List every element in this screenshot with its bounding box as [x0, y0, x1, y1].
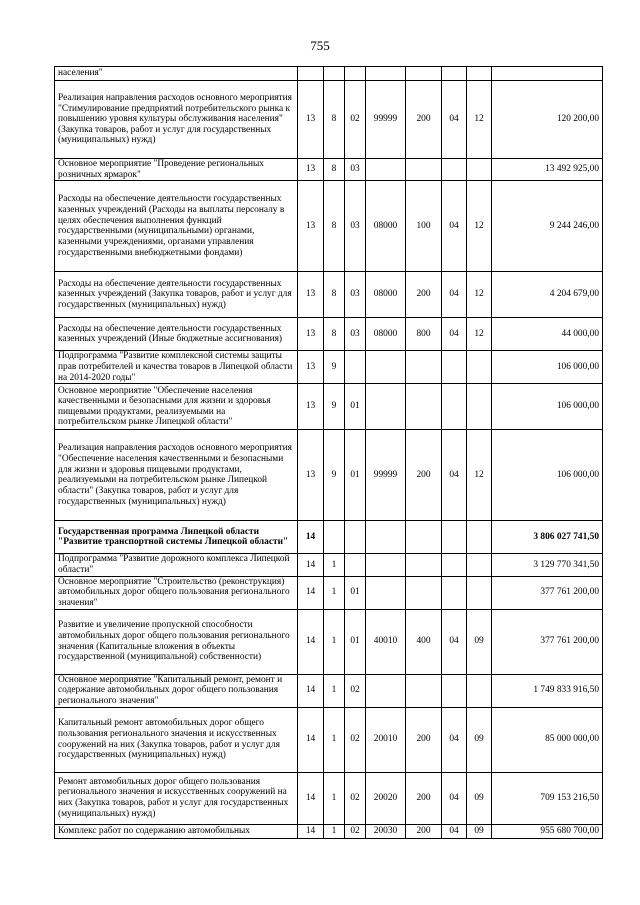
program-code — [298, 67, 324, 81]
table-row — [55, 181, 603, 272]
table-row — [55, 674, 603, 707]
program-code: 14 — [298, 824, 324, 838]
activity-code — [345, 351, 366, 384]
budget-table — [54, 66, 603, 839]
direction-code — [366, 521, 406, 554]
program-code: 14 — [298, 521, 324, 554]
expense-type-code: 200 — [406, 824, 442, 838]
direction-code: 20030 — [366, 824, 406, 838]
row-description: Комплекс работ по содержанию автомобильных — [55, 824, 298, 838]
subsection-code: 12 — [467, 272, 492, 318]
activity-code: 03 — [345, 181, 366, 272]
table-row — [55, 384, 603, 430]
section-code: 04 — [442, 772, 467, 824]
direction-code — [366, 351, 406, 384]
section-code: 04 — [442, 272, 467, 318]
row-description: Расходы на обеспечение деятельности государственных казенных учреждений (Закупка товаров, работ и услуг для государственных (муниципальных) нужд) — [55, 272, 298, 318]
activity-code: 01 — [345, 609, 366, 674]
program-code: 14 — [298, 609, 324, 674]
expense-type-code — [406, 384, 442, 430]
subsection-code — [467, 67, 492, 81]
amount-cell: 106 000,00 — [492, 351, 603, 384]
activity-code: 02 — [345, 674, 366, 707]
amount-cell: 44 000,00 — [492, 318, 603, 351]
table-row — [55, 351, 603, 384]
activity-code — [345, 67, 366, 81]
program-code: 14 — [298, 554, 324, 576]
table-row — [55, 707, 603, 772]
table-row — [55, 824, 603, 838]
table-row — [55, 272, 603, 318]
subsection-code: 12 — [467, 81, 492, 159]
row-description: Основное мероприятие "Проведение региональных розничных ярмарок" — [55, 159, 298, 181]
subsection-code: 12 — [467, 318, 492, 351]
amount-cell: 377 761 200,00 — [492, 576, 603, 609]
amount-cell: 85 000 000,00 — [492, 707, 603, 772]
direction-code — [366, 674, 406, 707]
expense-type-code — [406, 521, 442, 554]
subsection-code — [467, 554, 492, 576]
row-description: Реализация направления расходов основного мероприятия "Обеспечение населения качественными и безопасными для жизни и здоровья пищевыми продуктами, реализуемыми на потребительском рынке Липецкой области" (Закупка товаров, работ и услуг для государственных (муниципальных) нужд) — [55, 430, 298, 521]
program-code: 13 — [298, 81, 324, 159]
activity-code: 02 — [345, 707, 366, 772]
expense-type-code — [406, 674, 442, 707]
table-row — [55, 67, 603, 81]
amount-cell: 1 749 833 916,50 — [492, 674, 603, 707]
subprogram-code: 8 — [324, 272, 345, 318]
subprogram-code — [324, 67, 345, 81]
table-row — [55, 521, 603, 554]
activity-code — [345, 521, 366, 554]
activity-code: 03 — [345, 159, 366, 181]
direction-code: 08000 — [366, 318, 406, 351]
program-code: 13 — [298, 430, 324, 521]
subprogram-code: 8 — [324, 181, 345, 272]
direction-code: 08000 — [366, 272, 406, 318]
table-row — [55, 81, 603, 159]
activity-code: 02 — [345, 824, 366, 838]
section-code: 04 — [442, 430, 467, 521]
subprogram-code: 1 — [324, 707, 345, 772]
direction-code — [366, 159, 406, 181]
table-row — [55, 772, 603, 824]
subprogram-code: 9 — [324, 430, 345, 521]
direction-code: 40010 — [366, 609, 406, 674]
expense-type-code: 200 — [406, 772, 442, 824]
budget-table-body — [55, 67, 603, 839]
expense-type-code: 800 — [406, 318, 442, 351]
program-code: 13 — [298, 272, 324, 318]
section-code — [442, 674, 467, 707]
amount-cell: 106 000,00 — [492, 384, 603, 430]
program-code: 13 — [298, 181, 324, 272]
subsection-code: 09 — [467, 707, 492, 772]
activity-code: 02 — [345, 81, 366, 159]
subsection-code — [467, 159, 492, 181]
section-code — [442, 159, 467, 181]
program-code: 13 — [298, 384, 324, 430]
table-row — [55, 159, 603, 181]
section-code: 04 — [442, 824, 467, 838]
program-code: 14 — [298, 674, 324, 707]
row-description: Реализация направления расходов основного мероприятия "Стимулирование предприятий потребительского рынка к повышению уровня культуры обслуживания населения" (Закупка товаров, работ и услуг для государственных (муниципальных) нужд) — [55, 81, 298, 159]
subsection-code — [467, 384, 492, 430]
table-row — [55, 554, 603, 576]
subprogram-code: 1 — [324, 824, 345, 838]
expense-type-code — [406, 159, 442, 181]
program-code: 13 — [298, 351, 324, 384]
row-description: Основное мероприятие "Капитальный ремонт, ремонт и содержание автомобильных дорог общего пользования регионального значения" — [55, 674, 298, 707]
expense-type-code — [406, 351, 442, 384]
section-code: 04 — [442, 318, 467, 351]
row-description: Основное мероприятие "Строительство (реконструкция) автомобильных дорог общего пользования регионального значения" — [55, 576, 298, 609]
section-code: 04 — [442, 81, 467, 159]
table-row — [55, 576, 603, 609]
row-description: Расходы на обеспечение деятельности государственных казенных учреждений (Иные бюджетные ассигнования) — [55, 318, 298, 351]
expense-type-code: 200 — [406, 707, 442, 772]
row-description: Расходы на обеспечение деятельности государственных казенных учреждений (Расходы на выплаты персоналу в целях обеспечения выполнения функций государственными (муниципальными) органами, казенными учреждениями, органами управления государственными внебюджетными фондами) — [55, 181, 298, 272]
activity-code: 02 — [345, 772, 366, 824]
activity-code: 01 — [345, 576, 366, 609]
section-code — [442, 67, 467, 81]
program-code: 13 — [298, 318, 324, 351]
amount-cell: 9 244 246,00 — [492, 181, 603, 272]
subprogram-code — [324, 521, 345, 554]
row-description: Подпрограмма "Развитие комплексной системы защиты прав потребителей и качества товаров в Липецкой области на 2014-2020 годы" — [55, 351, 298, 384]
activity-code: 01 — [345, 384, 366, 430]
subsection-code — [467, 521, 492, 554]
subprogram-code: 8 — [324, 81, 345, 159]
section-code — [442, 351, 467, 384]
amount-cell: 106 000,00 — [492, 430, 603, 521]
section-code: 04 — [442, 707, 467, 772]
amount-cell — [492, 67, 603, 81]
expense-type-code — [406, 67, 442, 81]
subsection-code: 09 — [467, 772, 492, 824]
section-code — [442, 554, 467, 576]
row-description: Капитальный ремонт автомобильных дорог общего пользования регионального значения и искусственных сооружений на них (Закупка товаров, работ и услуг для государственных (муниципальных) нужд) — [55, 707, 298, 772]
amount-cell: 709 153 216,50 — [492, 772, 603, 824]
table-row — [55, 609, 603, 674]
expense-type-code: 100 — [406, 181, 442, 272]
activity-code — [345, 554, 366, 576]
activity-code: 01 — [345, 430, 366, 521]
expense-type-code — [406, 554, 442, 576]
subprogram-code: 1 — [324, 554, 345, 576]
expense-type-code: 400 — [406, 609, 442, 674]
direction-code — [366, 67, 406, 81]
subprogram-code: 1 — [324, 674, 345, 707]
subprogram-code: 9 — [324, 351, 345, 384]
row-description: населения" — [55, 67, 298, 81]
direction-code — [366, 384, 406, 430]
row-description: Ремонт автомобильных дорог общего пользования регионального значения и искусственных сооружений на них (Закупка товаров, работ и услуг для государственных (муниципальных) нужд) — [55, 772, 298, 824]
amount-cell: 4 204 679,00 — [492, 272, 603, 318]
subprogram-code: 8 — [324, 318, 345, 351]
subsection-code — [467, 576, 492, 609]
amount-cell: 120 200,00 — [492, 81, 603, 159]
subsection-code — [467, 674, 492, 707]
subsection-code: 09 — [467, 824, 492, 838]
expense-type-code: 200 — [406, 272, 442, 318]
subprogram-code: 8 — [324, 159, 345, 181]
section-code: 04 — [442, 609, 467, 674]
table-row — [55, 318, 603, 351]
direction-code: 99999 — [366, 430, 406, 521]
subsection-code: 12 — [467, 181, 492, 272]
amount-cell: 13 492 925,00 — [492, 159, 603, 181]
subprogram-code: 1 — [324, 576, 345, 609]
direction-code: 20010 — [366, 707, 406, 772]
expense-type-code: 200 — [406, 430, 442, 521]
subprogram-code: 1 — [324, 772, 345, 824]
row-description: Развитие и увеличение пропускной способности автомобильных дорог общего пользования регионального значения (Капитальные вложения в объекты государственной (муниципальной) собственности) — [55, 609, 298, 674]
table-row — [55, 430, 603, 521]
amount-cell: 3 806 027 741,50 — [492, 521, 603, 554]
section-code — [442, 576, 467, 609]
subsection-code: 09 — [467, 609, 492, 674]
amount-cell: 377 761 200,00 — [492, 609, 603, 674]
program-code: 14 — [298, 772, 324, 824]
subprogram-code: 9 — [324, 384, 345, 430]
section-code — [442, 384, 467, 430]
page-number: 755 — [310, 38, 330, 53]
direction-code: 99999 — [366, 81, 406, 159]
program-code: 14 — [298, 707, 324, 772]
section-code — [442, 521, 467, 554]
row-description: Подпрограмма "Развитие дорожного комплекса Липецкой области" — [55, 554, 298, 576]
subprogram-code: 1 — [324, 609, 345, 674]
direction-code — [366, 554, 406, 576]
direction-code: 20020 — [366, 772, 406, 824]
activity-code: 03 — [345, 272, 366, 318]
row-description: Государственная программа Липецкой области "Развитие транспортной системы Липецкой области" — [55, 521, 298, 554]
amount-cell: 3 129 770 341,50 — [492, 554, 603, 576]
program-code: 14 — [298, 576, 324, 609]
program-code: 13 — [298, 159, 324, 181]
direction-code: 08000 — [366, 181, 406, 272]
subsection-code — [467, 351, 492, 384]
subsection-code: 12 — [467, 430, 492, 521]
activity-code: 03 — [345, 318, 366, 351]
expense-type-code — [406, 576, 442, 609]
direction-code — [366, 576, 406, 609]
expense-type-code: 200 — [406, 81, 442, 159]
amount-cell: 955 680 700,00 — [492, 824, 603, 838]
section-code: 04 — [442, 181, 467, 272]
row-description: Основное мероприятие "Обеспечение населения качественными и безопасными для жизни и здоровья пищевыми продуктами, реализуемыми на потребительском рынке Липецкой области" — [55, 384, 298, 430]
